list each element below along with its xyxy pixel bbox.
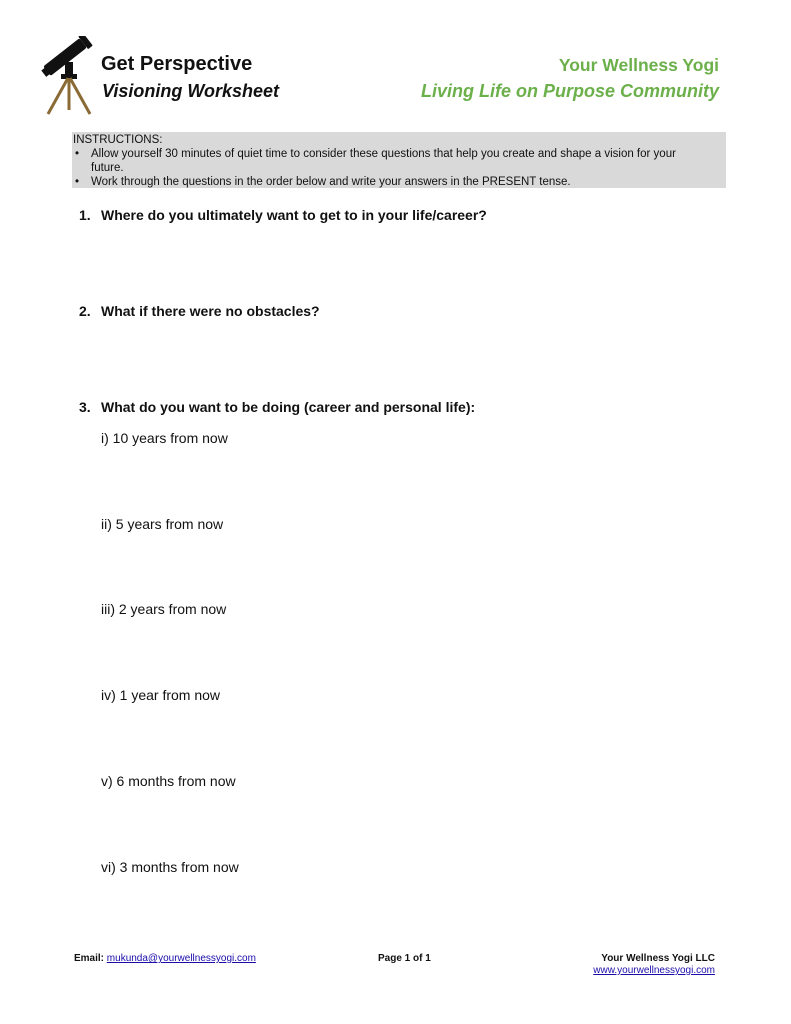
question-text: What do you want to be doing (career and personal life): [101,399,476,415]
brand-name: Your Wellness Yogi [558,55,719,75]
footer-email [74,953,256,964]
question-number: 3. [79,399,91,415]
page-subtitle: Visioning Worksheet [102,81,280,101]
question-text: Where do you ultimately want to get to in your life/career? [101,207,487,223]
instruction-item [72,147,726,175]
email-link[interactable]: mukunda@yourwellnessyogi.com [106,953,256,964]
telescope-icon [38,36,98,116]
brand-tagline: Living Life on Purpose Community [420,81,719,101]
footer-company: Your Wellness Yogi LLC [601,953,715,964]
question-1 [79,207,487,223]
bullet-icon: • [75,148,80,160]
timeframe-1-year: iv) 1 year from now [101,687,221,703]
question-number: 1. [79,207,91,223]
instructions-heading: INSTRUCTIONS: [73,134,163,146]
email-label: Email: [74,953,105,964]
instruction-item [72,175,726,189]
instructions-box [72,132,726,188]
timeframe-3-months: vi) 3 months from now [101,859,239,875]
page-title: Get Perspective [101,53,253,75]
website-link[interactable]: www.yourwellnessyogi.com [593,965,715,976]
instructions-list [72,147,726,189]
timeframe-10-years: i) 10 years from now [101,430,228,446]
instruction-text: Work through the questions in the order below and write your answers in the PRESENT tense. [91,176,571,188]
question-text: What if there were no obstacles? [101,303,320,319]
instruction-text: Allow yourself 30 minutes of quiet time to consider these questions that help you create and shape a vision for your future. [91,148,676,174]
question-2 [79,303,320,319]
footer-company-block [593,953,715,976]
timeframe-5-years: ii) 5 years from now [101,516,224,532]
timeframe-6-months: v) 6 months from now [101,773,236,789]
timeframe-2-years: iii) 2 years from now [101,601,227,617]
bullet-icon: • [75,176,80,188]
question-number: 2. [79,303,91,319]
page-number: Page 1 of 1 [378,953,431,964]
question-3 [79,399,475,415]
